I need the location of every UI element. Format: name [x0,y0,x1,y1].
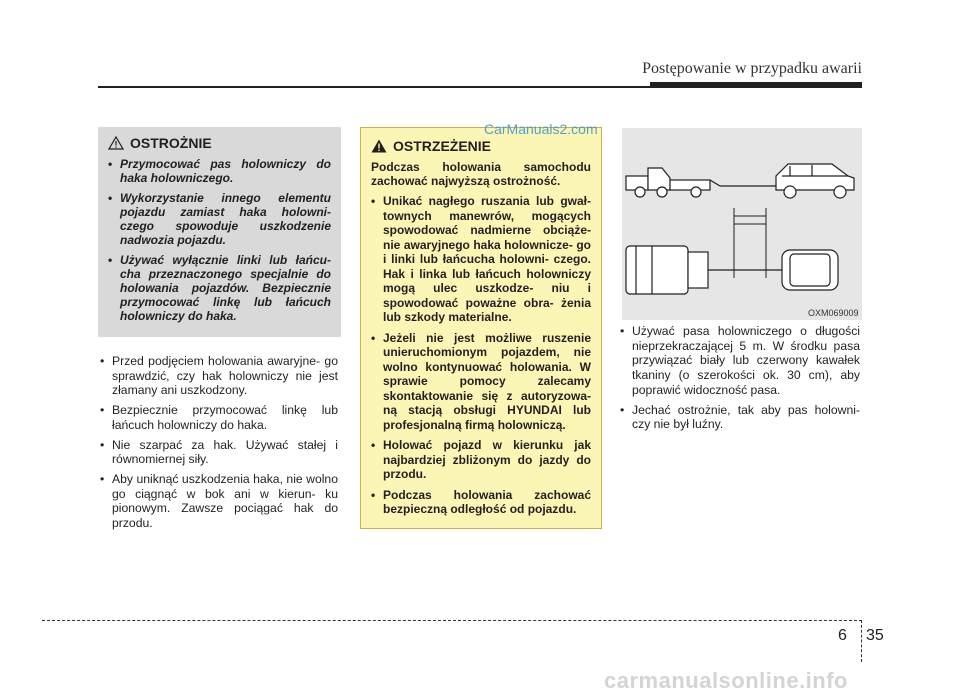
towing-illustration [622,128,862,320]
page-header-title: Postępowanie w przypadku awarii [642,60,862,77]
warning-intro: Podczas holowania samochodu zachować najwyższą ostrożność. [371,160,591,188]
warning-title: OSTRZEŻENIE [393,138,492,154]
tow-truck-top [626,246,708,294]
bullet-item: • Jechać ostrożnie, tak aby pas holowni- czy nie był luźny. [620,403,860,432]
warning-item: • Holować pojazd w kierunku jak najbardziej zbliżonym do jazdy do przodu. [371,438,591,482]
caution-list [108,157,331,323]
bullet-item: • Bezpiecznie przymocować linkę lub łańcuch holowniczy do haka. [100,403,338,432]
distance-markers [734,208,766,278]
warning-list [371,194,591,517]
left-bullet-list [100,354,338,536]
warning-box [360,127,602,529]
caution-title: OSTROŻNIE [130,135,212,151]
caution-triangle-icon [108,136,124,150]
footer-rule [42,620,862,621]
bullet-item: • Używać pasa holowniczego o długości nieprzekraczającej 5 m. W środku pasa przywiązać biały lub czerwony kawałek tkaniny (o szerokości ok. 30 cm), aby poprawić widoczność pasa. [620,324,860,398]
watermark-top: CarManuals2.com [484,121,598,137]
caution-item: • Przymocować pas holowniczy do haka holowniczego. [108,157,331,185]
warning-title-row [371,138,591,154]
chapter-number: 6 [838,627,847,644]
figure-code: OXM069009 [808,308,859,318]
caution-box [98,127,341,337]
watermark-bottom: carmanualsonline.info [604,668,848,693]
bullet-item: • Nie szarpać za hak. Używać stałej i równomiernej siły. [100,438,338,467]
header-rule-accent [650,82,862,88]
towing-diagram [622,128,862,320]
towed-suv-side [776,164,854,198]
right-bullet-list [620,324,860,437]
warning-item: • Jeżeli nie jest możliwe ruszenie unieruchomionym pojazdem, nie wolno kontynuować holowania. W sprawie pomocy zalecamy skontaktowanie się z autoryzowa- ną stacją obsługi HYUNDAI lub profesjonalną firmą holowniczą. [371,331,591,433]
caution-item: • Używać wyłącznie linki lub łańcu- cha przeznaczonego specjalnie do holowania pojazdów. Bezpiecznie przymocować linkę lub łańcuch holowniczy do haka. [108,253,331,323]
caution-title-row [108,135,331,151]
page-number: 35 [866,627,884,644]
warning-item: • Unikać nagłego ruszania lub gwał- townych manewrów, mogących spowodować nadmierne obciąże- nie awaryjnego haka holownicze- go i linki lub łańcucha holowni- czego. Hak i linka lub łańcuch holowniczy mogą ulec uszkodze- niu i spowodować poważne obra- żenia lub szkody materialne. [371,194,591,325]
bullet-item: • Aby uniknąć uszkodzenia haka, nie wolno go ciągnąć w bok ani w kierun- ku pionowym. Zawsze pociągać hak do przodu. [100,472,338,531]
footer-divider [861,620,862,662]
warning-item: • Podczas holowania zachować bezpieczną odległość od pojazdu. [371,488,591,517]
tow-truck-side [626,168,720,197]
towed-suv-top [782,250,838,290]
warning-triangle-icon [371,139,387,153]
caution-item: • Wykorzystanie innego elementu pojazdu zamiast haka holowni- czego spowoduje uszkodzenie nadwozia pojazdu. [108,191,331,247]
bullet-item: • Przed podjęciem holowania awaryjne- go sprawdzić, czy hak holowniczy nie jest złamany ani uszkodzony. [100,354,338,398]
